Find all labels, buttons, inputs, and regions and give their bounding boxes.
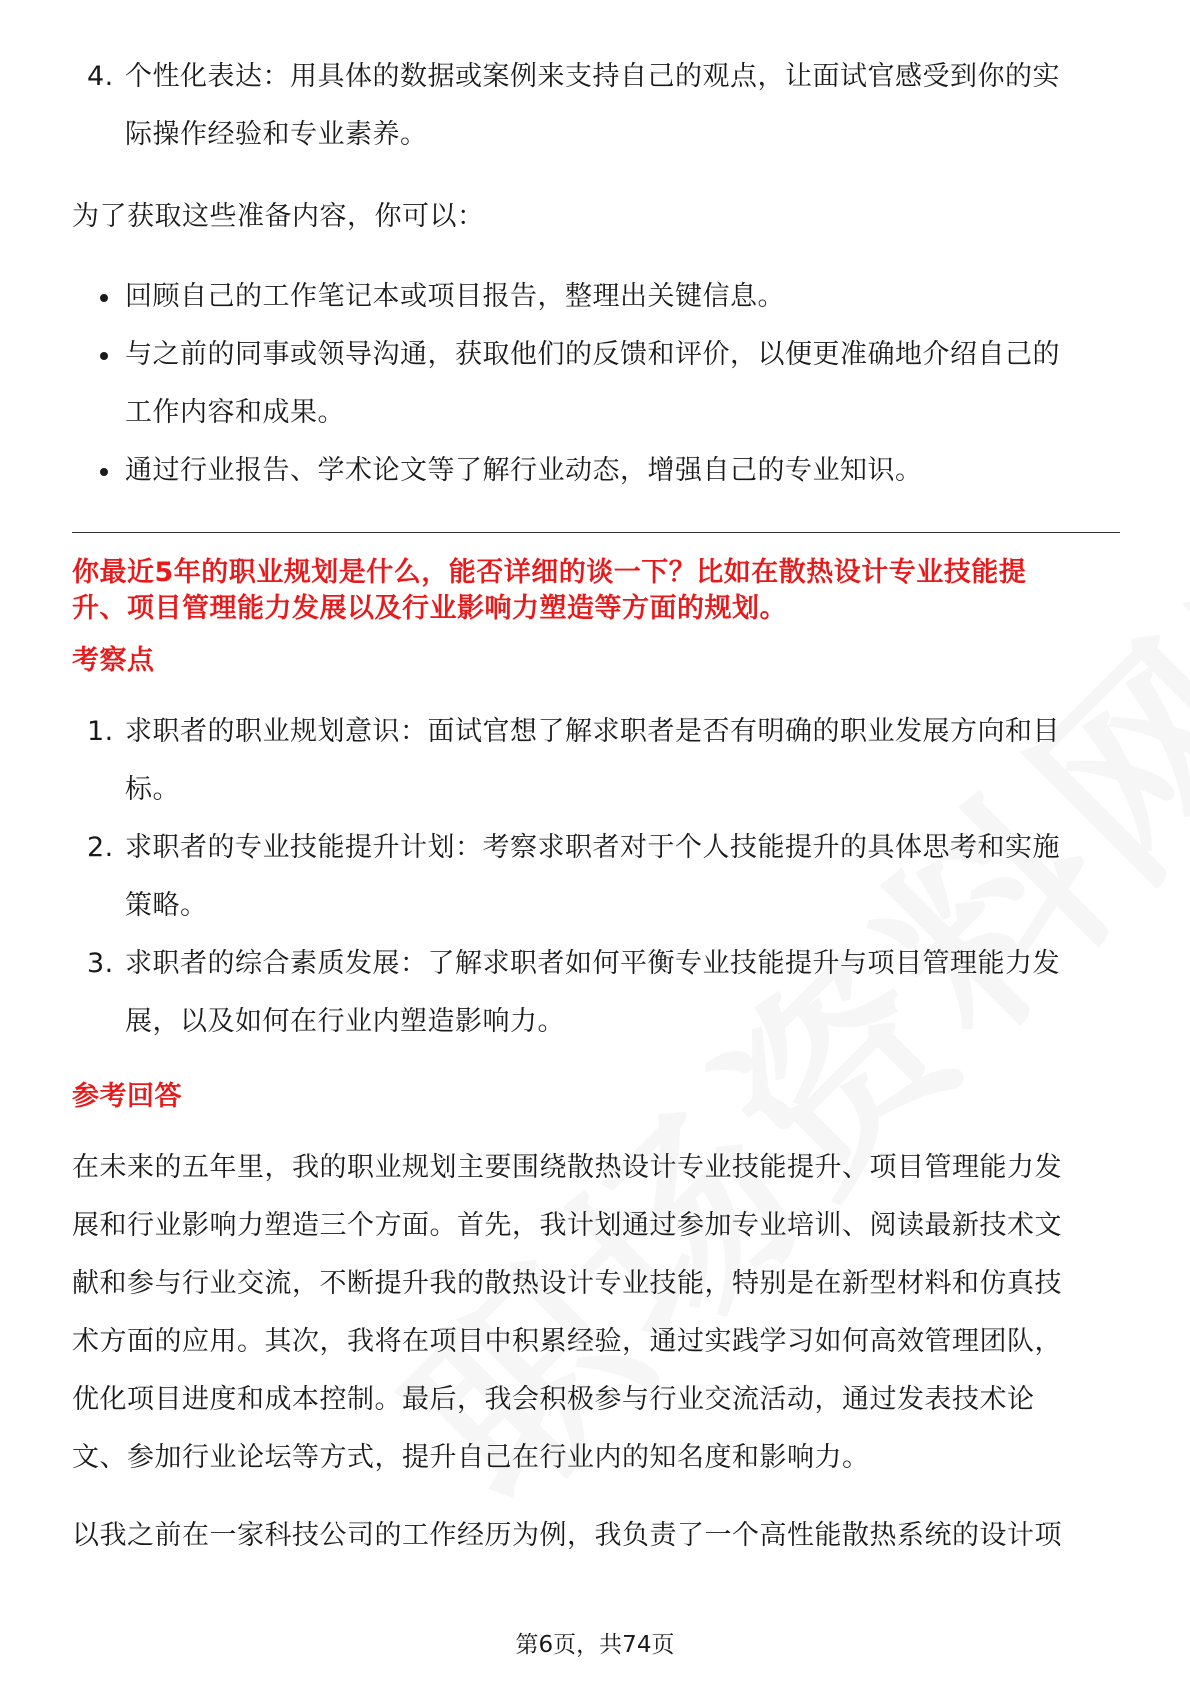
- prep-intro: 为了获取这些准备内容，你可以：: [72, 201, 485, 232]
- bullet-text: 通过行业报告、学术论文等了解行业动态，增强自己的专业知识。: [125, 455, 923, 486]
- bullet-text-cont: 工作内容和成果。: [125, 397, 345, 428]
- list-item-text: 求职者的职业规划意识：面试官想了解求职者是否有明确的职业发展方向和目: [125, 716, 1060, 747]
- list-item: [72, 935, 1122, 1051]
- list-item: [72, 819, 1122, 935]
- bullet-text: 回顾自己的工作笔记本或项目报告，整理出关键信息。: [125, 281, 785, 312]
- paragraph-line: 献和参与行业交流，不断提升我的散热设计专业技能，特别是在新型材料和仿真技: [72, 1268, 1062, 1299]
- list-number: 2.: [87, 832, 114, 863]
- bullet-item: [72, 442, 1122, 500]
- list-item-text: 求职者的综合素质发展：了解求职者如何平衡专业技能提升与项目管理能力发: [125, 948, 1060, 979]
- section-divider: [72, 532, 1120, 533]
- list-number: 4.: [87, 61, 114, 92]
- interview-question: [72, 555, 1122, 627]
- list-item-text-cont: 际操作经验和专业素养。: [125, 119, 428, 150]
- focus-heading: 考察点: [72, 645, 155, 676]
- list-item-text: 个性化表达：用具体的数据或案例来支持自己的观点，让面试官感受到你的实: [125, 61, 1060, 92]
- list-item-text-cont: 展，以及如何在行业内塑造影响力。: [125, 1006, 565, 1037]
- bullet-dot-icon: [100, 294, 108, 302]
- question-line: 升、项目管理能力发展以及行业影响力塑造等方面的规划。: [72, 593, 787, 624]
- prep-bullet-list: [72, 268, 1122, 500]
- list-item-text-cont: 策略。: [125, 890, 208, 921]
- paragraph-line: 以我之前在一家科技公司的工作经历为例，我负责了一个高性能散热系统的设计项: [72, 1520, 1062, 1551]
- paragraph-line: 优化项目进度和成本控制。最后，我会积极参与行业交流活动，通过发表技术论: [72, 1384, 1035, 1415]
- answer-paragraph: [72, 1139, 1122, 1487]
- page-content: [72, 48, 1122, 1565]
- paragraph-line: 在未来的五年里，我的职业规划主要围绕散热设计专业技能提升、项目管理能力发: [72, 1152, 1062, 1183]
- list-item-text-cont: 标。: [125, 774, 180, 805]
- answer-paragraph: [72, 1507, 1122, 1565]
- question-line: 你最近5年的职业规划是什么，能否详细的谈一下？比如在散热设计专业技能提: [72, 557, 1027, 588]
- paragraph-line: 文、参加行业论坛等方式，提升自己在行业内的知名度和影响力。: [72, 1442, 870, 1473]
- paragraph-line: 展和行业影响力塑造三个方面。首先，我计划通过参加专业培训、阅读最新技术文: [72, 1210, 1062, 1241]
- bullet-item: [72, 268, 1122, 326]
- paragraph-line: 术方面的应用。其次，我将在项目中积累经验，通过实践学习如何高效管理团队，: [72, 1326, 1062, 1357]
- list-item: [72, 48, 1122, 164]
- bullet-dot-icon: [100, 352, 108, 360]
- bullet-item: [72, 326, 1122, 442]
- list-number: 3.: [87, 948, 114, 979]
- bullet-dot-icon: [100, 468, 108, 476]
- list-item: [72, 703, 1122, 819]
- list-number: 1.: [87, 716, 114, 747]
- bullet-text: 与之前的同事或领导沟通，获取他们的反馈和评价，以便更准确地介绍自己的: [125, 339, 1060, 370]
- focus-list: [72, 703, 1122, 1051]
- answer-heading: 参考回答: [72, 1081, 182, 1112]
- page-footer: 第6页，共74页: [515, 1632, 675, 1658]
- list-item-text: 求职者的专业技能提升计划：考察求职者对于个人技能提升的具体思考和实施: [125, 832, 1060, 863]
